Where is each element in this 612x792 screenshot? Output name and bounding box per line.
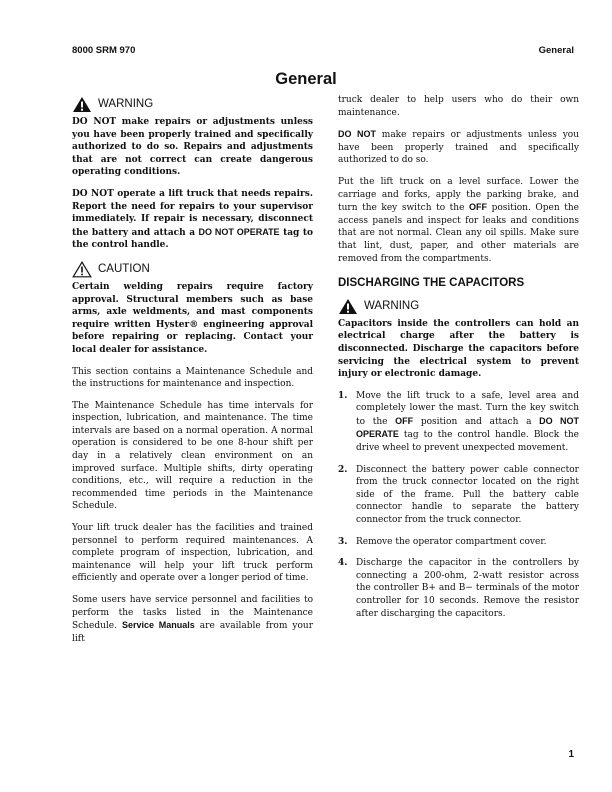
paragraph-service-manuals [72, 594, 313, 645]
step-number: 1. [338, 390, 348, 401]
header-doc-id: 8000 SRM 970 [72, 45, 136, 56]
step-1-pre: Move the lift truck to a safe, level area and completely lower the mast. Turn the key switch to the [356, 390, 579, 427]
list-item [338, 557, 579, 620]
list-item [338, 390, 579, 455]
do-not-operate-tag: DO NOT OPERATE [356, 415, 579, 440]
paragraph-do-not-rest: make repairs or adjustments unless you have been properly trained and specifically authorized to do so. [338, 130, 580, 166]
step-4-text: Discharge the capacitor in the controllers by connecting a 200-ohm, 2-watt resistor across the controller B+ and B− terminals of the motor controller for 10 seconds. Remove the resistor after discharging the capacitors. [356, 558, 579, 619]
warning-triangle-icon [338, 298, 358, 315]
page-number: 1 [568, 749, 574, 760]
paragraph-service-manuals-pre: Some users have service personnel and facilities to perform the tasks listed in the Maintenance Schedule. [72, 595, 313, 632]
paragraph-continued: truck dealer to help users who do their own maintenance. [338, 95, 579, 118]
caution-callout-header [72, 261, 313, 278]
paragraph-level-surface-pre: Put the lift truck on a level surface. Lower the carriage and forks, apply the parking brake, and turn the key switch to the [338, 176, 579, 214]
section-heading-discharging: DISCHARGING THE CAPACITORS [338, 277, 525, 290]
paragraph-dealer: Your lift truck dealer has the facilities and trained personnel to perform required maintenances. A complete program of inspection, lubrication, and maintenance will help your lift truck perform efficiently and operate over a longer period of time. [72, 523, 313, 584]
warning-text-2-pre: DO NOT operate a lift truck that needs repairs. Report the need for repairs to your supervisor immediately. If repair is necessary, disconnect the battery and attach a [72, 188, 313, 238]
warning-label: WARNING [98, 98, 154, 111]
step-3-text: Remove the operator compartment cover. [356, 536, 547, 547]
warning-label-2: WARNING [364, 299, 420, 312]
warning-triangle-icon [72, 96, 92, 113]
do-not-term: DO NOT [338, 129, 376, 140]
paragraph-level-surface [338, 176, 579, 265]
step-2-text: Disconnect the battery power cable connector from the truck connector located on the right side of the frame. Pull the battery cable connector handle to separate the battery connector from the truck connector. [356, 464, 579, 526]
step-number: 2. [338, 464, 348, 475]
step-1-mid: position and attach a [413, 416, 540, 427]
caution-label: CAUTION [98, 263, 150, 276]
do-not-operate-tag: DO NOT OPERATE [198, 226, 280, 237]
caution-triangle-icon [72, 261, 92, 278]
right-column [338, 94, 579, 629]
list-item [338, 464, 579, 527]
step-number: 3. [338, 536, 348, 547]
warning-text-2-post: tag to the control handle. [72, 227, 313, 251]
warning-text: DO NOT make repairs or adjustments unless you have been properly trained and specifically authorized to do so. Repairs and adjustments that are not correct can create dangerous operating conditions. [72, 117, 313, 178]
capacitor-warning-text: Capacitors inside the controllers can hold an electrical charge after the battery is disconnected. Discharge the capacitors before servicing the electrical system to prevent injury or electronic damage. [338, 318, 579, 380]
paragraph-intro: This section contains a Maintenance Schedule and the instructions for maintenance and inspection. [72, 366, 313, 390]
paragraph-schedule: The Maintenance Schedule has time intervals for inspection, lubrication, and maintenance. The time intervals are based on a normal operation. A normal operation is considered to be one 8-hour shift per day in a relatively clean environment on an improved surface. Multiple shifts, dirty operating conditions, etc., will require a reduction in the recommended time periods in the Maintenance Schedule. [72, 400, 313, 512]
paragraph-do-not [338, 128, 579, 167]
paragraph-level-surface-post: position. Open the access panels and inspect for leaks and conditions that are not normal. Clean any oil spills. Make sure that lint, dust, paper, and other materials are removed from the compartments. [338, 203, 579, 264]
caution-text: Certain welding repairs require factory approval. Structural members such as base arms, axle weldments, and mast components require written Hyster® engineering approval before repairing or replacing. Contact your local dealer for assistance. [72, 281, 313, 355]
list-item [338, 536, 579, 549]
warning-text-2 [72, 188, 313, 252]
off-term: OFF [469, 202, 488, 213]
header-section: General [538, 45, 574, 56]
off-term: OFF [395, 415, 414, 426]
procedure-steps [338, 390, 579, 621]
page-title: General [275, 70, 337, 88]
left-column [72, 94, 313, 654]
warning-callout-header [72, 96, 313, 113]
paragraph-service-manuals-post: are available from your lift [72, 621, 314, 644]
service-manuals-term: Service Manuals [122, 620, 195, 631]
step-1-post: tag to the control handle. Block the drive wheel to prevent unexpected movement. [356, 430, 579, 454]
step-number: 4. [338, 558, 348, 569]
warning-callout-header-2 [338, 298, 579, 315]
